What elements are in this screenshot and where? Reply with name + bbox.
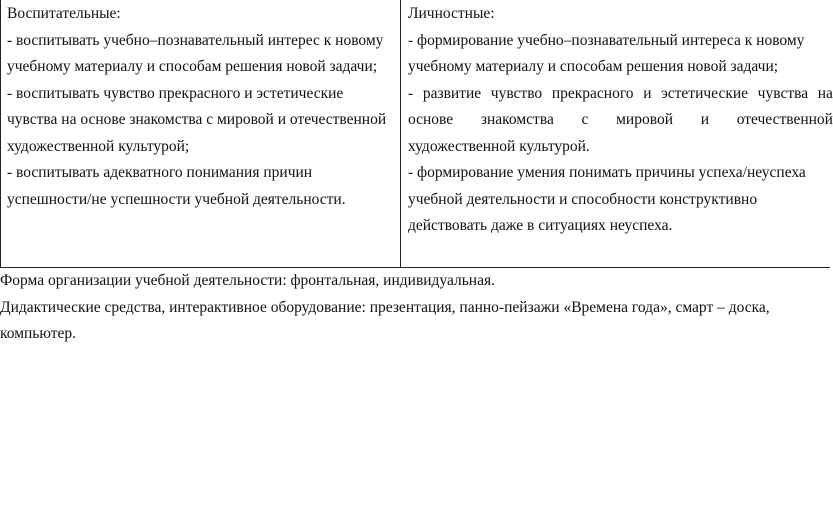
personal-heading: Личностные: (408, 5, 495, 22)
personal-line: учебному материалу и способам решения новой задачи; (408, 58, 779, 75)
word: отечественной (736, 111, 833, 128)
educational-heading: Воспитательные: (7, 5, 121, 22)
word: - (408, 84, 414, 102)
educational-line: - воспитывать чувство прекрасного и эстетические (7, 84, 344, 102)
word: основе (408, 111, 454, 128)
word: и (643, 84, 652, 102)
column-divider (400, 0, 401, 267)
didactic-means-text: Дидактические средства, интерактивное оборудование: презентация, панно-пейзажи «Времена года», смарт – доска, (0, 298, 770, 316)
word: эстетические (661, 84, 749, 102)
word: и (700, 111, 709, 128)
personal-line: - формирование умения понимать причины успеха/неуспеха (408, 164, 806, 181)
personal-line: - формирование учебно–познавательный интереса к новому (408, 31, 805, 49)
educational-objectives-cell (7, 1, 399, 213)
word: с (581, 111, 589, 128)
personal-line: художественной культурой. (408, 137, 590, 155)
organization-form-text: Форма организации учебной деятельности: фронтальная, индивидуальная. (0, 272, 495, 289)
personal-justified-line (408, 107, 833, 134)
word: знакомства (480, 111, 554, 128)
educational-line: успешности/не успешности учебной деятельности. (7, 190, 346, 208)
educational-line: художественной культурой; (7, 137, 190, 155)
educational-line: - воспитывать адекватного понимания причин (7, 164, 313, 181)
educational-line: - воспитывать учебно–познавательный интерес к новому (7, 31, 384, 49)
educational-line: чувства на основе знакомства с мировой и отечественной (7, 111, 387, 128)
word: чувство (490, 84, 543, 102)
word: мировой (616, 111, 673, 128)
lesson-info (0, 268, 816, 348)
word: чувства (757, 84, 809, 102)
personal-line: действовать даже в ситуациях неуспеха. (408, 217, 673, 234)
word: на (817, 84, 833, 102)
personal-objectives-cell (408, 1, 833, 240)
word: прекрасного (551, 84, 634, 102)
personal-line: учебной деятельности и способности конструктивно (408, 190, 758, 208)
didactic-means-continuation: компьютер. (0, 325, 77, 342)
educational-line: учебному материалу и способам решения новой задачи; (7, 58, 378, 75)
personal-justified-line (408, 81, 833, 108)
word: развитие (422, 84, 482, 102)
